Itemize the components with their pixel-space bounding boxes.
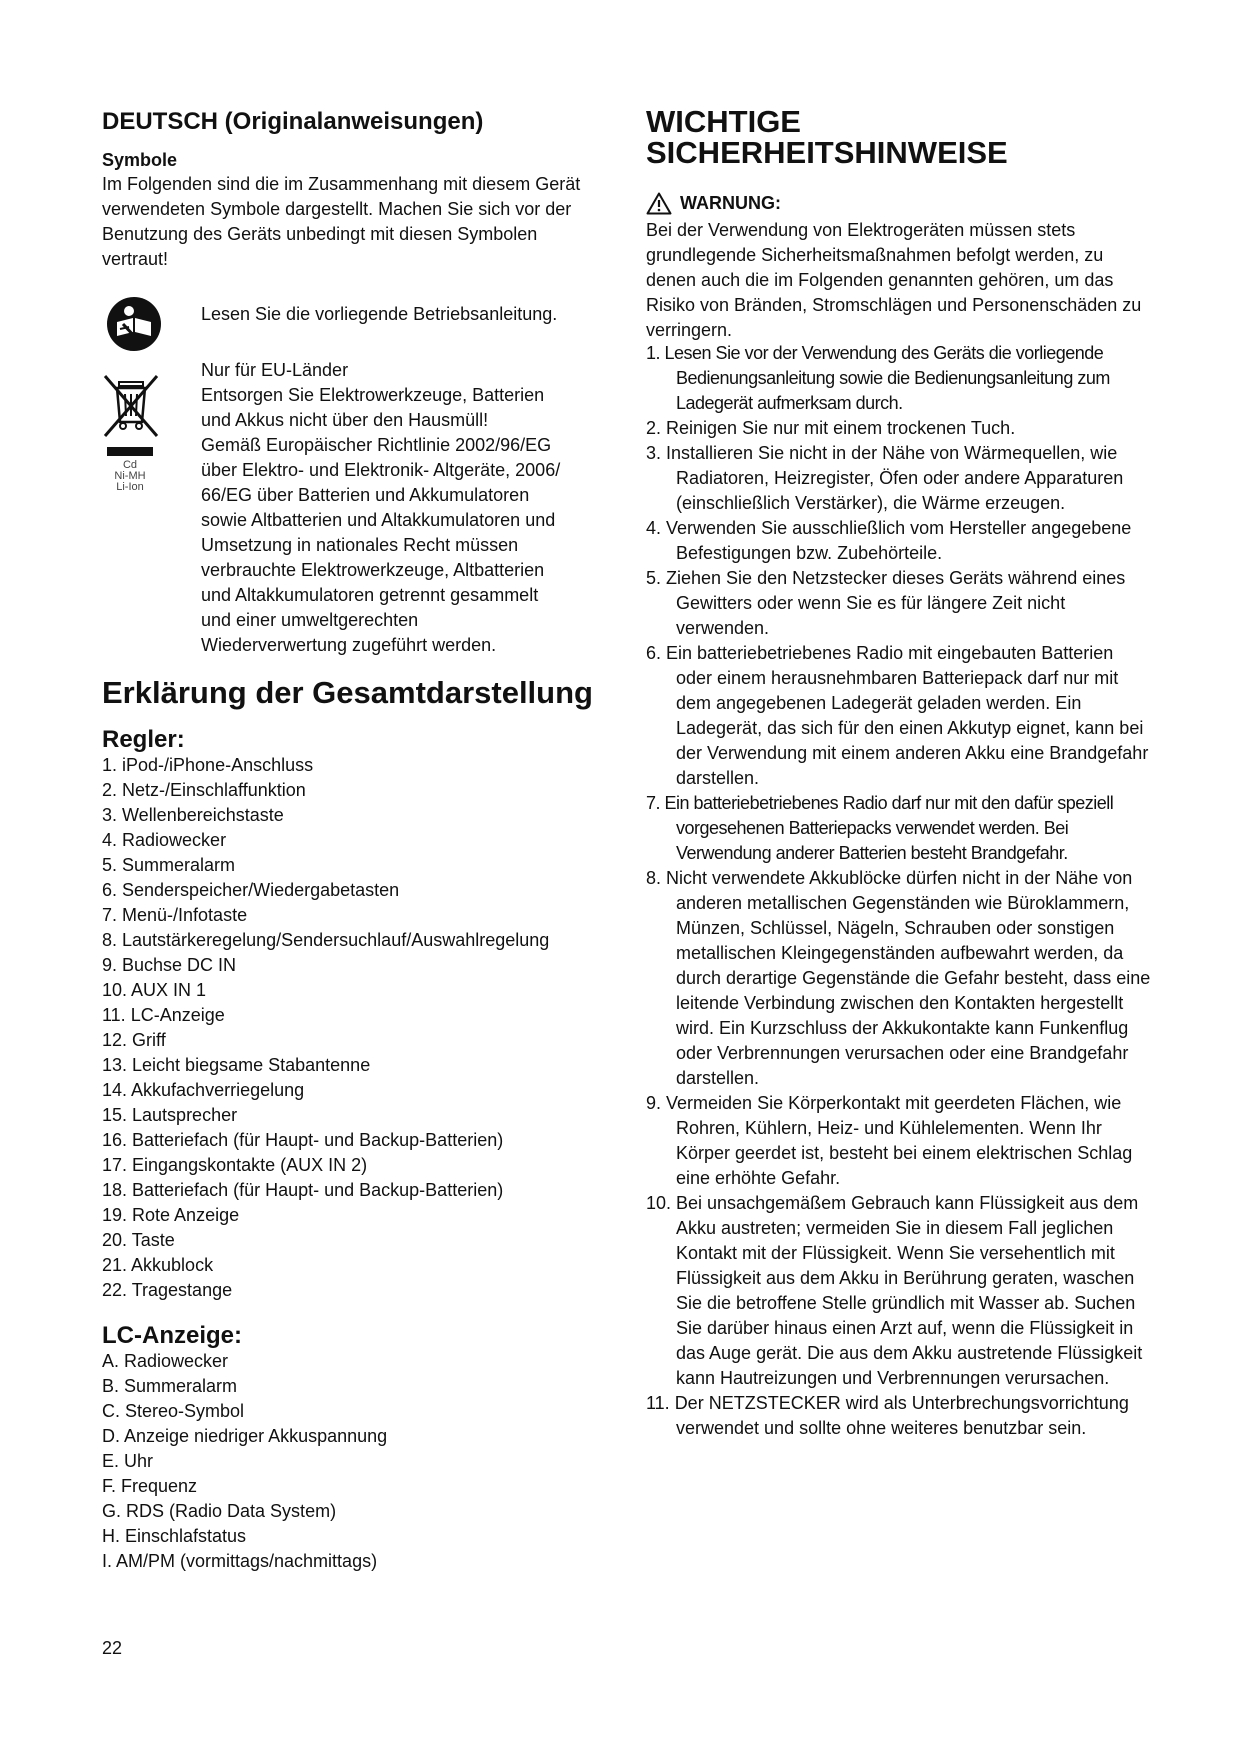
list-item: 13. Leicht biegsame Stabantenne xyxy=(102,1055,371,1075)
symbol-weee-text xyxy=(201,358,601,658)
list-item: 1. iPod-/iPhone-Anschluss xyxy=(102,755,314,775)
chem-liion: Li-Ion xyxy=(116,481,144,493)
list-item: B. Summeralarm xyxy=(102,1376,238,1396)
controls-title: Regler: xyxy=(102,726,185,753)
list-item: 9. Buchse DC IN xyxy=(102,955,237,975)
safety-title-line: SICHERHEITSHINWEISE xyxy=(646,135,1008,170)
list-item: 8. Lautstärkeregelung/Sendersuchlauf/Auswahlregelung xyxy=(102,930,550,950)
weee-line: verbrauchte Elektrowerkzeuge, Altbatterien xyxy=(201,560,545,580)
list-item: 11. LC-Anzeige xyxy=(102,1005,225,1025)
weee-line: Gemäß Europäischer Richtlinie 2002/96/EG xyxy=(201,435,552,455)
list-item: G. RDS (Radio Data System) xyxy=(102,1501,337,1521)
lcd-list xyxy=(102,1349,387,1574)
list-item: 21. Akkublock xyxy=(102,1255,214,1275)
battery-chemistry-label xyxy=(107,460,153,493)
safety-title-line: WICHTIGE xyxy=(646,104,801,139)
page-number: 22 xyxy=(102,1638,123,1658)
list-item: 18. Batteriefach (für Haupt- und Backup-Batterien) xyxy=(102,1180,504,1200)
controls-list xyxy=(102,753,549,1303)
language-title: DEUTSCH (Originalanweisungen) xyxy=(102,108,484,135)
bin-underline-bar xyxy=(107,447,153,456)
list-item: 3. Wellenbereichstaste xyxy=(102,805,284,825)
list-item: 4. Verwenden Sie ausschließlich vom Hersteller angegebene Befestigungen bzw. Zubehörteile. xyxy=(646,518,1132,563)
crossed-bin-icon xyxy=(102,372,160,440)
weee-line: über Elektro- und Elektronik- Altgeräte, 2006/ xyxy=(201,460,561,480)
list-item: 2. Netz-/Einschlaffunktion xyxy=(102,780,306,800)
chem-nimh: Ni-MH xyxy=(114,470,146,482)
warning-label: WARNUNG: xyxy=(680,193,781,213)
weee-line: und einer umweltgerechten xyxy=(201,610,419,630)
warning-triangle-icon xyxy=(646,192,672,215)
list-item: 9. Vermeiden Sie Körperkontakt mit geerdeten Flächen, wie Rohren, Kühlern, Heiz- und Kühlelementen. Wenn Ihr Körper geerdet ist, besteht bei einem elektrischen Schlag eine erhöhte Gefahr. xyxy=(646,1093,1133,1188)
symbol-read-text: Lesen Sie die vorliegende Betriebsanleitung. xyxy=(201,304,558,324)
list-item: I. AM/PM (vormittags/nachmittags) xyxy=(102,1551,378,1571)
list-item: 15. Lautsprecher xyxy=(102,1105,238,1125)
list-item: 19. Rote Anzeige xyxy=(102,1205,240,1225)
list-item: C. Stereo-Symbol xyxy=(102,1401,245,1421)
weee-line: und Altakkumulatoren getrennt gesammelt xyxy=(201,585,539,605)
weee-line: Umsetzung in nationales Recht müssen xyxy=(201,535,519,555)
list-item: A. Radiowecker xyxy=(102,1351,229,1371)
safety-title xyxy=(646,106,1008,168)
list-item: 10. Bei unsachgemäßem Gebrauch kann Flüssigkeit aus dem Akku austreten; vermeiden Sie in diesem Fall jeglichen Kontakt mit der Flüssigkeit. Wenn Sie versehentlich mit Flüssigkeit aus dem Akku in Berührung geraten, waschen Sie die betroffene Stelle gründlich mit Wasser ab. Suchen Sie darüber hinaus einen Arzt auf, wenn die Flüssigkeit in das Auge gerät. Die aus dem Akku austretende Flüssigkeit kann Hautreizungen und Verbrennungen verursachen. xyxy=(646,1193,1143,1388)
list-item: E. Uhr xyxy=(102,1451,154,1471)
weee-line: 66/EG über Batterien und Akkumulatoren xyxy=(201,485,530,505)
overview-title: Erklärung der Gesamtdarstellung xyxy=(102,675,593,710)
list-item: 4. Radiowecker xyxy=(102,830,227,850)
weee-line: und Akkus nicht über den Hausmüll! xyxy=(201,410,489,430)
list-item: 20. Taste xyxy=(102,1230,175,1250)
list-item: D. Anzeige niedriger Akkuspannung xyxy=(102,1426,388,1446)
list-item: 10. AUX IN 1 xyxy=(102,980,207,1000)
list-item: 16. Batteriefach (für Haupt- und Backup-Batterien) xyxy=(102,1130,504,1150)
weee-line: Nur für EU-Länder xyxy=(201,360,349,380)
list-item: 2. Reinigen Sie nur mit einem trockenen Tuch. xyxy=(646,418,1016,438)
lcd-title: LC-Anzeige: xyxy=(102,1322,242,1349)
weee-line: sowie Altbatterien und Altakkumulatoren und xyxy=(201,510,556,530)
list-item: 1. Lesen Sie vor der Verwendung des Geräts die vorliegende Bedienungsanleitung sowie die Bedienungsanleitung zum Ladegerät aufmerksam durch. xyxy=(646,343,1110,413)
list-item: 22. Tragestange xyxy=(102,1280,233,1300)
symbols-intro: Im Folgenden sind die im Zusammenhang mit diesem Gerät verwendeten Symbole dargestellt. Machen Sie sich vor der Benutzung des Geräts unbedingt mit diesen Symbolen vertraut! xyxy=(102,174,581,269)
warning-intro: Bei der Verwendung von Elektrogeräten müssen stets grundlegende Sicherheitsmaßnahmen befolgt werden, zu denen auch die im Folgenden genannten gehören, um das Risiko von Bränden, Stromschlägen und Personenschäden zu verringern. xyxy=(646,220,1142,340)
read-manual-icon xyxy=(106,296,162,352)
list-item: 5. Summeralarm xyxy=(102,855,236,875)
list-item: 11. Der NETZSTECKER wird als Unterbrechungsvorrichtung verwendet und sollte ohne weiteres benutzbar sein. xyxy=(646,1393,1129,1438)
weee-line: Wiederverwertung zugeführt werden. xyxy=(201,635,497,655)
weee-line: Entsorgen Sie Elektrowerkzeuge, Batterien xyxy=(201,385,545,405)
list-item: 6. Ein batteriebetriebenes Radio mit eingebauten Batterien oder einem herausnehmbaren Batteriepack darf nur mit dem angegebenen Ladegerät geladen werden. Ein Ladegerät, das sich für den einen Akkutyp eignet, kann bei der Verwendung mit einem anderen Akku eine Brandgefahr darstellen. xyxy=(646,643,1149,788)
list-item: 8. Nicht verwendete Akkublöcke dürfen nicht in der Nähe von anderen metallischen Gegenständen wie Büroklammern, Münzen, Schlüssel, Nägeln, Schrauben oder sonstigen metallischen Kleingegenständen aufbewahrt werden, da durch derartige Gegenstände die Gefahr besteht, dass eine leitende Verbindung zwischen den Kontakten hergestellt wird. Ein Kurzschluss der Akkukontakte kann Funkenflug oder Verbrennungen verursachen oder eine Brandgefahr darstellen. xyxy=(646,868,1151,1088)
list-item: 5. Ziehen Sie den Netzstecker dieses Geräts während eines Gewitters oder wenn Sie es für längere Zeit nicht verwenden. xyxy=(646,568,1126,638)
chem-cd: Cd xyxy=(122,459,138,471)
list-item: 14. Akkufachverriegelung xyxy=(102,1080,305,1100)
list-item: 6. Senderspeicher/Wiedergabetasten xyxy=(102,880,400,900)
warning-header xyxy=(646,192,781,215)
safety-rules-list xyxy=(646,341,1151,1441)
list-item: 7. Ein batteriebetriebenes Radio darf nur mit den dafür speziell vorgesehenen Batteriepacks verwendet werden. Bei Verwendung anderer Batterien besteht Brandgefahr. xyxy=(646,793,1114,863)
list-item: H. Einschlafstatus xyxy=(102,1526,247,1546)
list-item: 17. Eingangskontakte (AUX IN 2) xyxy=(102,1155,368,1175)
symbols-title: Symbole xyxy=(102,150,178,170)
list-item: 3. Installieren Sie nicht in der Nähe von Wärmequellen, wie Radiatoren, Heizregister, Öfen oder andere Apparaturen (einschließlich Verstärker), die Wärme erzeugen. xyxy=(646,443,1124,513)
list-item: F. Frequenz xyxy=(102,1476,198,1496)
list-item: 12. Griff xyxy=(102,1030,166,1050)
list-item: 7. Menü-/Infotaste xyxy=(102,905,248,925)
